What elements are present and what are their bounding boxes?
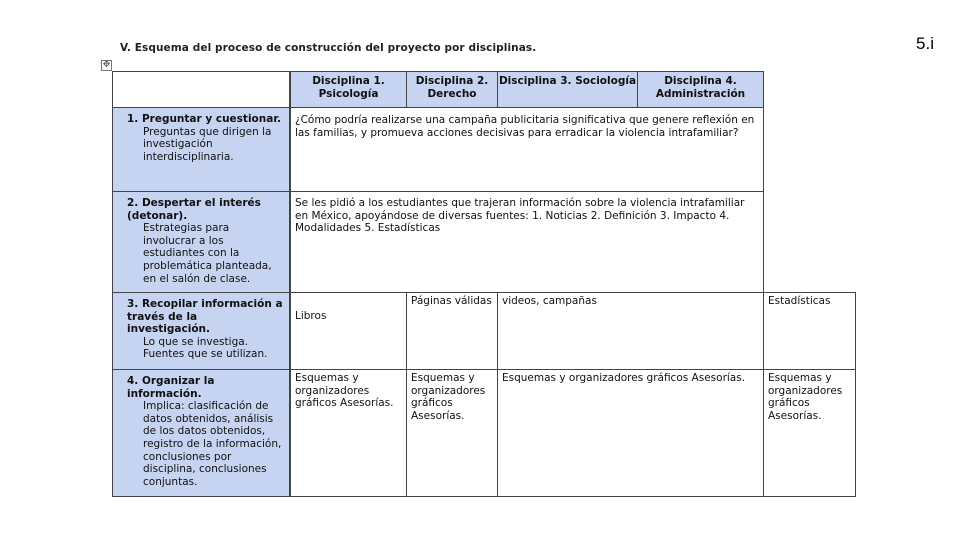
row-label-sub: Preguntas que dirigen la investigación interdisciplinaria. bbox=[143, 125, 272, 163]
row-3-cell-disciplina-4: Estadísticas bbox=[763, 292, 856, 370]
row-label-sub: Lo que se investiga. Fuentes que se utilizan. bbox=[143, 335, 268, 361]
row-label-main: 3. Recopilar información a través de la investigación. bbox=[127, 298, 283, 336]
row-label-despertar bbox=[112, 191, 290, 293]
row-4-cell-disciplina-3: Esquemas y organizadores gráficos Asesorías. bbox=[497, 369, 764, 497]
row-3-cell-disciplina-3: videos, campañas bbox=[497, 292, 764, 370]
row-4-cell-disciplina-1: Esquemas y organizadores gráficos Asesorías. bbox=[290, 369, 407, 497]
row-4-cell-disciplina-4: Esquemas y organizadores gráficos Asesorías. bbox=[763, 369, 856, 497]
row-3-cell-disciplina-2: Páginas válidas bbox=[406, 292, 498, 370]
row-label-organizar bbox=[112, 369, 290, 497]
row-label-preguntar bbox=[112, 107, 290, 192]
document-title: V. Esquema del proceso de construcción del proyecto por disciplinas. bbox=[120, 42, 537, 54]
row-label-sub: Estrategias para involucrar a los estudiantes con la problemática planteada, en el salón de clase. bbox=[143, 222, 272, 285]
row-label-sub: Implica: clasificación de datos obtenidos, análisis de los datos obtenidos, registro de la información, conclusiones por disciplina, conclusiones conjuntas. bbox=[143, 400, 282, 488]
header-disciplina-1: Disciplina 1. Psicología bbox=[290, 71, 407, 108]
page-number: 5.i bbox=[916, 34, 934, 53]
row-2-merged-content: Se les pidió a los estudiantes que trajeran información sobre la violencia intrafamiliar en México, apoyándose de diversas fuentes: 1. Noticias 2. Definición 3. Impacto 4. Modalidades 5. Estadísticas bbox=[290, 191, 764, 293]
row-label-recopilar bbox=[112, 292, 290, 370]
row-1-merged-content: ¿Cómo podría realizarse una campaña publicitaria significativa que genere reflexión en las familias, y promueva acciones decisivas para erradicar la violencia intrafamiliar? bbox=[290, 107, 764, 192]
header-disciplina-3: Disciplina 3. Sociología bbox=[497, 71, 638, 108]
table-corner-cell bbox=[112, 71, 290, 108]
row-label-main: 2. Despertar el interés (detonar). bbox=[127, 197, 261, 222]
header-disciplina-4: Disciplina 4. Administración bbox=[637, 71, 764, 108]
row-label-main: 1. Preguntar y cuestionar. bbox=[127, 113, 281, 125]
move-icon[interactable]: ✥ bbox=[102, 60, 111, 70]
row-3-cell-disciplina-1: Libros bbox=[290, 292, 407, 370]
row-4-cell-disciplina-2: Esquemas y organizadores gráficos Asesorías. bbox=[406, 369, 498, 497]
row-label-main: 4. Organizar la información. bbox=[127, 375, 215, 400]
header-disciplina-2: Disciplina 2. Derecho bbox=[406, 71, 498, 108]
